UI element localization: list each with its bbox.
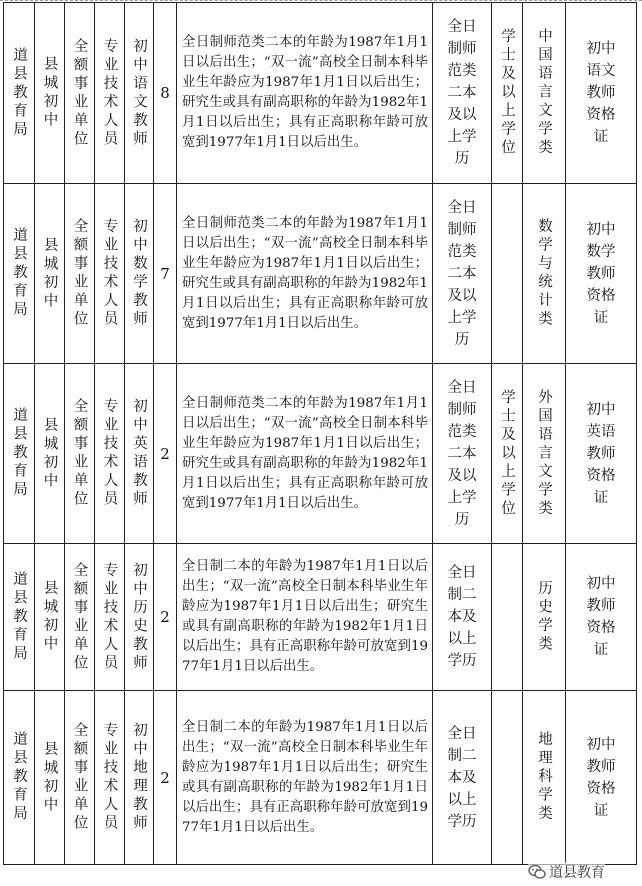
education-line: 全日 <box>447 19 477 35</box>
certificate-line: 初中 <box>586 576 616 592</box>
major-cell <box>523 364 566 544</box>
major: 历史学类 <box>536 580 552 654</box>
degree-cell <box>492 184 523 364</box>
position-name-cell <box>125 364 154 544</box>
post-category: 专业技术人员 <box>101 561 118 673</box>
age-requirement: 全日制二本的年龄为1987年1月1日以后出生；“双一流”高校全日制本科毕业生年龄应为1987年1月1日以后出生；研究生或具有副高职称的年龄为1982年1月1日以后出生；具有正高职称年龄可放宽到1977年1月1日以后出生。 <box>177 544 433 691</box>
education-line: 范类 <box>447 243 477 260</box>
education-cell <box>433 3 492 184</box>
department: 道县教育局 <box>11 46 27 140</box>
education-line: 制二 <box>447 587 477 603</box>
employer-unit: 县城初中 <box>41 580 58 654</box>
education-cell <box>433 544 492 691</box>
certificate-line: 初中 <box>586 41 616 57</box>
watermark-text: 道县教育 <box>549 865 605 881</box>
table-row <box>4 184 637 364</box>
education-line: 全日 <box>447 725 477 742</box>
post-category: 专业技术人员 <box>101 722 118 833</box>
certificate-line: 初中 <box>586 736 616 753</box>
education-cell <box>433 691 492 865</box>
age-requirement: 全日制师范类二本的年龄为1987年1月1日以后出生；“双一流”高校全日制本科毕业生年龄应为1987年1月1日以后出生；研究生或具有副高职称的年龄为1982年1月1日以后出生；具有正高职称年龄可放宽到1977年1月1日以后出生。 <box>177 364 433 544</box>
position-name-cell <box>125 184 154 364</box>
employer-unit-cell <box>35 691 65 865</box>
certificate-cell <box>566 691 637 865</box>
degree-cell <box>492 3 523 184</box>
unit-nature-cell <box>65 3 95 184</box>
position-name: 初中语文教师 <box>131 37 147 149</box>
certificate-line: 教师 <box>586 265 616 282</box>
wechat-watermark <box>528 862 605 882</box>
department-cell <box>4 691 35 865</box>
certificate-line: 证 <box>593 129 609 145</box>
certificate-line: 资格 <box>586 287 616 304</box>
position-name-cell <box>125 3 154 184</box>
department: 道县教育局 <box>11 407 27 500</box>
department-cell <box>4 544 35 691</box>
employer-unit-cell <box>35 184 65 364</box>
education-line: 以上 <box>447 631 477 647</box>
certificate-cell <box>566 364 637 544</box>
table-row <box>4 3 637 184</box>
education-line: 制师 <box>447 41 477 57</box>
table-row <box>4 364 637 544</box>
post-category: 专业技术人员 <box>101 218 118 329</box>
certificate-line: 教师 <box>586 85 616 101</box>
certificate-cell <box>566 3 637 184</box>
major: 中国语言文学类 <box>536 28 552 158</box>
certificate-line: 证 <box>593 642 609 658</box>
major-cell <box>523 184 566 364</box>
post-category-cell <box>95 3 125 184</box>
degree: 学士及以上学位 <box>499 388 515 519</box>
major-cell <box>523 691 566 865</box>
position-name: 初中历史教师 <box>131 561 147 673</box>
degree-cell <box>492 544 523 691</box>
unit-nature: 全额事业单位 <box>71 722 88 833</box>
education-line: 及以 <box>447 107 477 123</box>
position-name-cell <box>125 691 154 865</box>
education-line: 以上 <box>447 791 477 808</box>
education-line: 制师 <box>447 401 477 418</box>
unit-nature: 全额事业单位 <box>71 561 88 673</box>
age-requirement: 全日制师范类二本的年龄为1987年1月1日以后出生；“双一流”高校全日制本科毕业生年龄应为1987年1月1日以后出生；研究生或具有副高职称的年龄为1982年1月1日以后出生；具有正高职称年龄可放宽到1977年1月1日以后出生。 <box>177 184 433 364</box>
education-cell <box>433 364 492 544</box>
certificate-line: 语文 <box>586 63 616 79</box>
education-line: 历 <box>454 151 470 167</box>
employer-unit-cell <box>35 3 65 184</box>
certificate-cell <box>566 544 637 691</box>
post-category-cell <box>95 544 125 691</box>
certificate-line: 英语 <box>586 423 616 440</box>
department: 道县教育局 <box>11 570 27 664</box>
education-line: 制二 <box>447 747 477 764</box>
hiring-count: 2 <box>154 544 177 691</box>
position-name: 初中英语教师 <box>131 398 147 509</box>
major-cell <box>523 544 566 691</box>
recruitment-table <box>3 2 637 865</box>
hiring-count: 7 <box>154 184 177 364</box>
post-category-cell <box>95 184 125 364</box>
unit-nature-cell <box>65 184 95 364</box>
certificate-line: 证 <box>593 802 609 819</box>
certificate-line: 教师 <box>586 758 616 775</box>
certificate-line: 资格 <box>586 780 616 797</box>
department: 道县教育局 <box>11 227 27 320</box>
education-line: 二本 <box>447 265 477 282</box>
table-row <box>4 544 637 691</box>
unit-nature-cell <box>65 691 95 865</box>
degree-cell <box>492 364 523 544</box>
education-line: 上学 <box>447 309 477 326</box>
certificate-line: 资格 <box>586 107 616 123</box>
certificate-line: 教师 <box>586 445 616 462</box>
unit-nature: 全额事业单位 <box>71 398 88 509</box>
education-line: 学历 <box>447 653 477 669</box>
employer-unit-cell <box>35 364 65 544</box>
major: 数学与统计类 <box>536 218 552 329</box>
education-line: 二本 <box>447 85 477 101</box>
table-row <box>4 691 637 865</box>
education-line: 全日 <box>447 565 477 581</box>
position-name-cell <box>125 544 154 691</box>
education-line: 制师 <box>447 221 477 238</box>
department-cell <box>4 364 35 544</box>
degree: 学士及以上学位 <box>499 28 515 158</box>
unit-nature-cell <box>65 544 95 691</box>
certificate-line: 教师 <box>586 598 616 614</box>
education-line: 上学 <box>447 489 477 506</box>
age-requirement: 全日制二本的年龄为1987年1月1日以后出生；“双一流”高校全日制本科毕业生年龄应为1987年1月1日以后出生；研究生或具有副高职称的年龄为1982年1月1日以后出生；具有正高职称年龄可放宽到1977年1月1日以后出生。 <box>177 691 433 865</box>
education-line: 学历 <box>447 813 477 830</box>
department-cell <box>4 184 35 364</box>
hiring-count: 2 <box>154 364 177 544</box>
hiring-count: 8 <box>154 3 177 184</box>
unit-nature-cell <box>65 364 95 544</box>
education-line: 范类 <box>447 423 477 440</box>
certificate-line: 初中 <box>586 401 616 418</box>
major: 地理科学类 <box>536 731 552 824</box>
education-line: 上学 <box>447 129 477 145</box>
major-cell <box>523 3 566 184</box>
unit-nature: 全额事业单位 <box>71 218 88 329</box>
certificate-line: 资格 <box>586 620 616 636</box>
education-line: 历 <box>454 331 470 348</box>
education-line: 历 <box>454 511 470 528</box>
education-cell <box>433 184 492 364</box>
employer-unit: 县城初中 <box>41 740 58 815</box>
education-line: 二本 <box>447 445 477 462</box>
certificate-line: 数学 <box>586 243 616 260</box>
wechat-icon <box>528 864 546 880</box>
degree-cell <box>492 691 523 865</box>
certificate-line: 证 <box>593 489 609 506</box>
certificate-line: 资格 <box>586 467 616 484</box>
post-category-cell <box>95 691 125 865</box>
employer-unit: 县城初中 <box>41 236 58 311</box>
education-line: 范类 <box>447 63 477 79</box>
certificate-line: 证 <box>593 309 609 326</box>
employer-unit: 县城初中 <box>41 56 58 130</box>
position-name: 初中地理教师 <box>131 722 147 833</box>
education-line: 及以 <box>447 467 477 484</box>
employer-unit-cell <box>35 544 65 691</box>
age-requirement: 全日制师范类二本的年龄为1987年1月1日以后出生；“双一流”高校全日制本科毕业生年龄应为1987年1月1日以后出生；研究生或具有副高职称的年龄为1982年1月1日以后出生；具有正高职称年龄可放宽到1977年1月1日以后出生。 <box>177 3 433 184</box>
post-category-cell <box>95 364 125 544</box>
post-category: 专业技术人员 <box>101 37 118 149</box>
education-line: 本及 <box>447 609 477 625</box>
major: 外国语言文学类 <box>536 388 552 519</box>
hiring-count: 2 <box>154 691 177 865</box>
certificate-cell <box>566 184 637 364</box>
unit-nature: 全额事业单位 <box>71 37 88 149</box>
position-name: 初中数学教师 <box>131 218 147 329</box>
certificate-line: 初中 <box>586 221 616 238</box>
department-cell <box>4 3 35 184</box>
education-line: 全日 <box>447 379 477 396</box>
department: 道县教育局 <box>11 731 27 824</box>
education-line: 全日 <box>447 199 477 216</box>
employer-unit: 县城初中 <box>41 416 58 491</box>
education-line: 及以 <box>447 287 477 304</box>
post-category: 专业技术人员 <box>101 398 118 509</box>
education-line: 本及 <box>447 769 477 786</box>
